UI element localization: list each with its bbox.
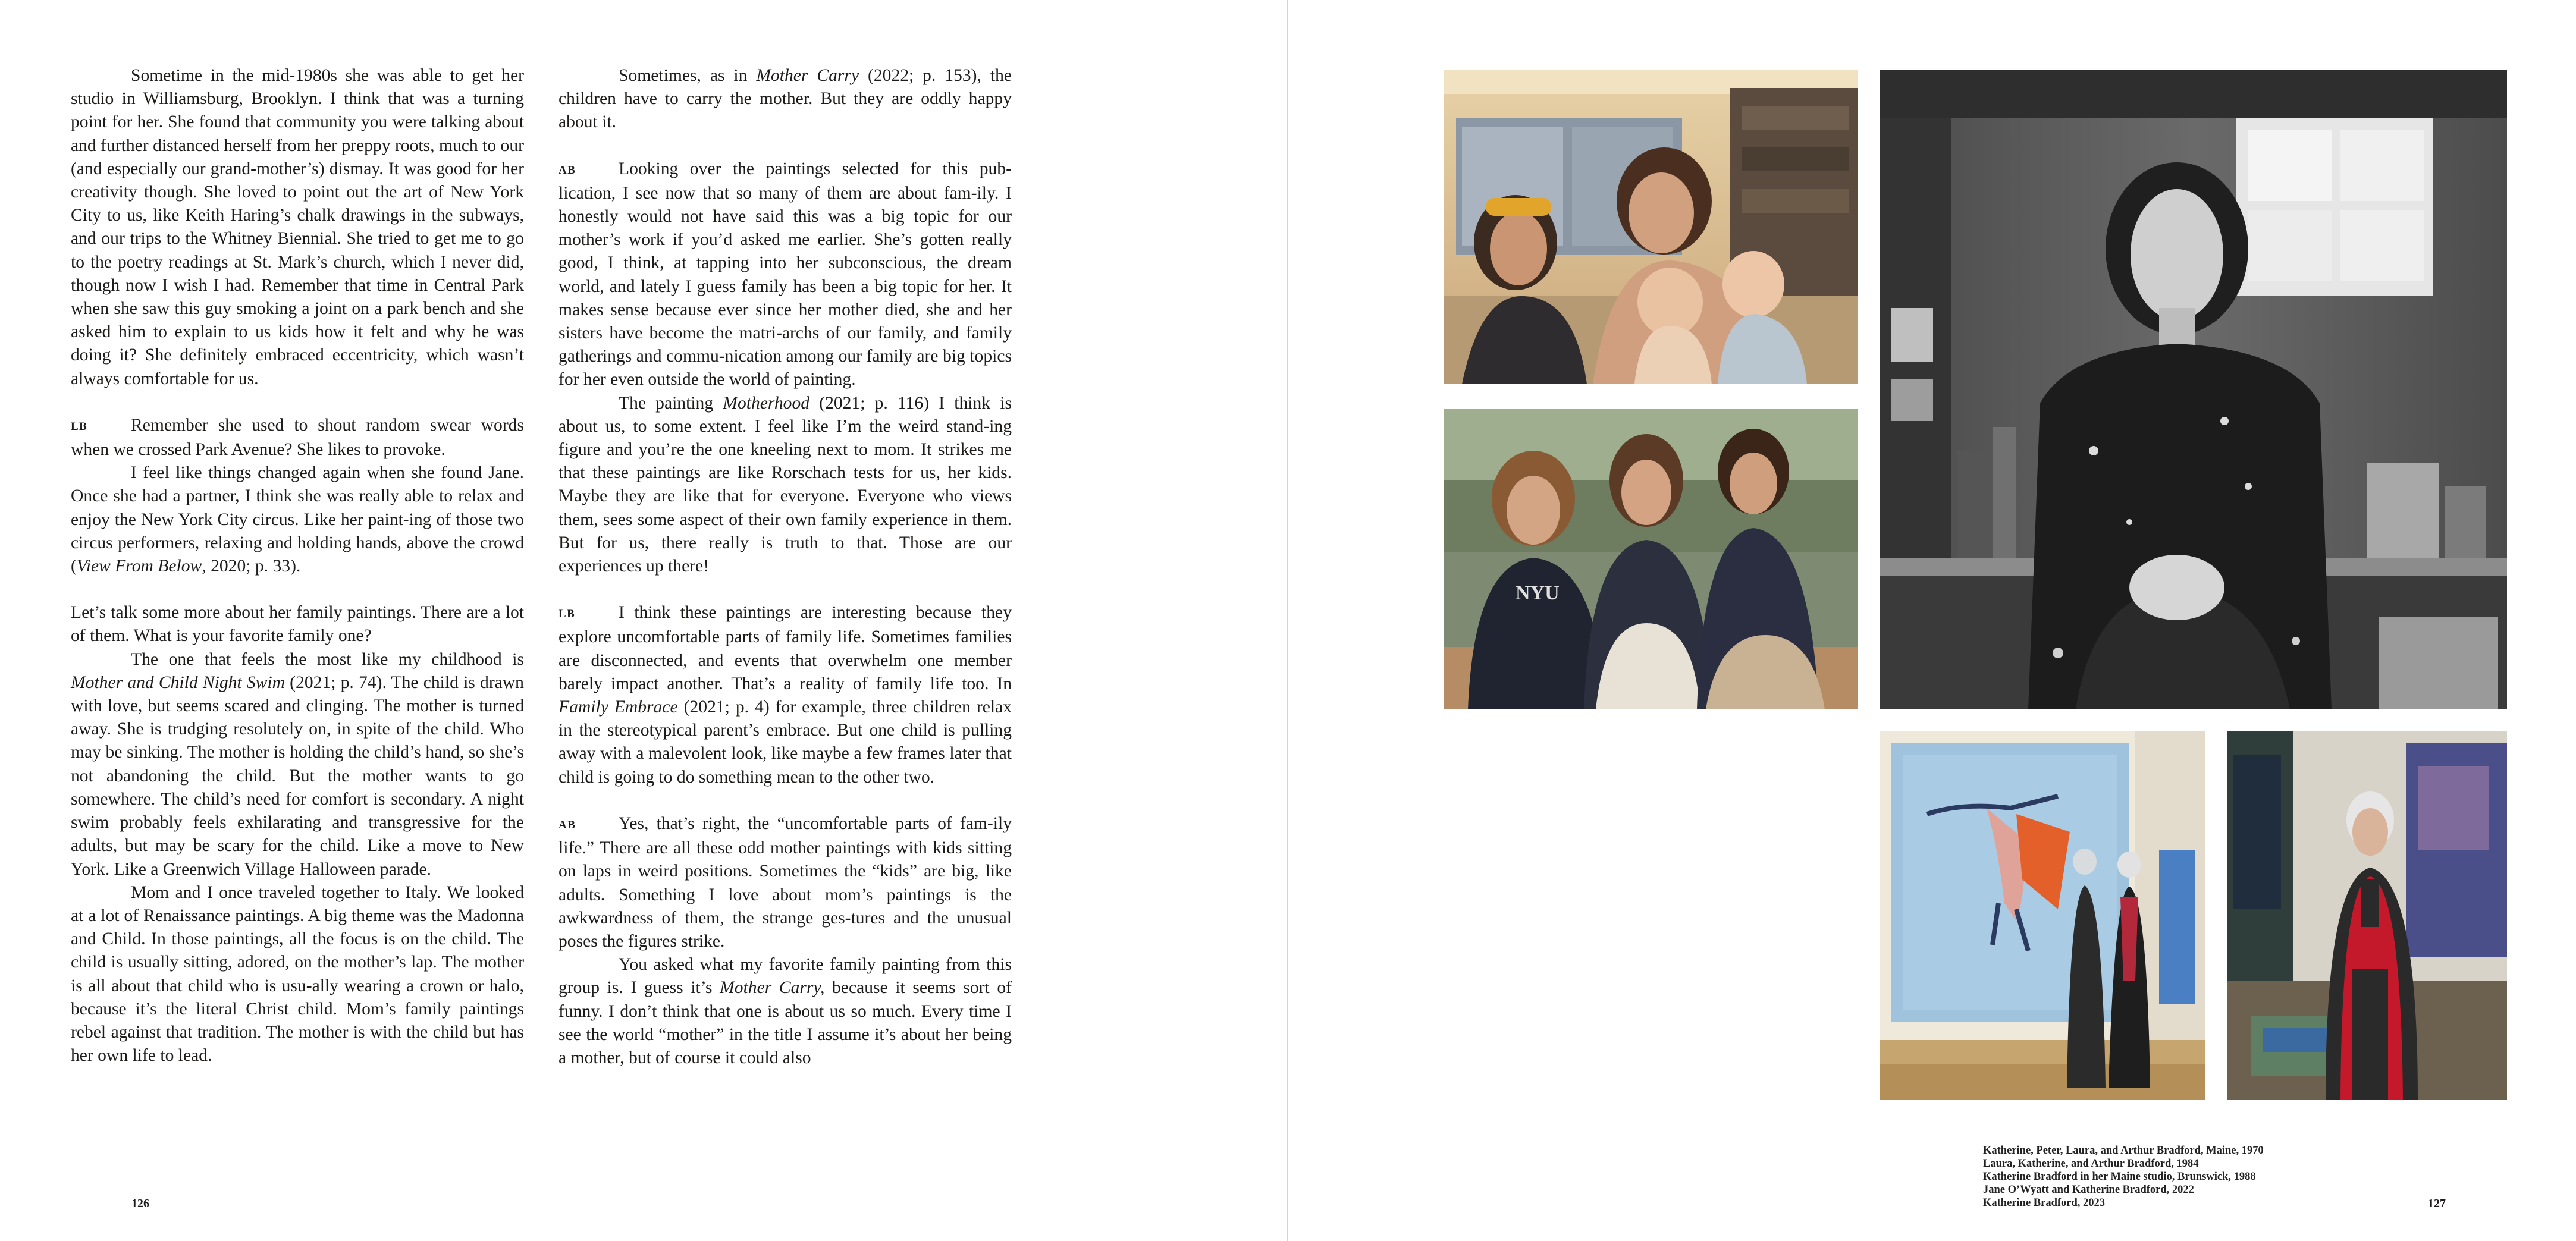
speaker-initials: AB	[559, 164, 576, 177]
paragraph-text: Yes, that’s right, the “uncomfortable parts of fam-ily life.” There are all these odd mother paintings with kids sitting on laps in weird positions. Sometimes the “kids” are big, like adults. Something I love about mom’s paintings is the awkwardness of them, the strange ges-tures and the unusual poses the figures strike.	[559, 813, 1012, 951]
text-column-2	[559, 64, 1012, 1070]
svg-text:NYU: NYU	[1516, 582, 1560, 604]
caption-4: Jane O’Wyatt and Katherine Bradford, 2022	[1983, 1184, 2194, 1196]
caption-1: Katherine, Peter, Laura, and Arthur Bradford, Maine, 1970	[1983, 1145, 2264, 1157]
photo-studio-1988	[1880, 70, 2507, 709]
paragraph-text: The painting Motherhood (2021; p. 116) I think is about us, to some extent. I feel like I’m the weird stand-ing figure and you’re the one kneeling next to mom. It strikes me that these paintings are like Rorschach tests for us, her kids. Maybe they are like that for everyone. Everyone who views them, sees some aspect of their own family experience in them. But for us, there really is truth to that. Those are our experiences up there!	[559, 393, 1012, 576]
col1-paragraph	[71, 414, 524, 461]
book-spine	[1287, 0, 1288, 1241]
caption-5: Katherine Bradford, 2023	[1983, 1197, 2106, 1209]
photo-portrait-2023	[2227, 731, 2507, 1100]
photo-siblings-1984	[1444, 409, 1858, 709]
col1-paragraph	[71, 881, 524, 1068]
photo-gallery-2022	[1880, 731, 2205, 1100]
paragraph-text: Looking over the paintings selected for this pub-lication, I see now that so many of them are about fam-ily. I honestly would not have said this was a big topic for our mother’s work if you’d asked me earlier. She’s gotten really good, I think, at tapping into her subconscious, the dream world, and lately I guess family has been a big topic for her. It makes sense because ever since her mother died, she and her sisters have become the matri-archs of our family, and family gatherings and commu-nication among our family are big topics for her even outside the world of painting.	[559, 159, 1012, 389]
paragraph-text: The one that feels the most like my childhood is Mother and Child Night Swim (2021; p. 74). The child is drawn with love, but seems scared and clinging. The mother is turned away. She is trudging resolutely on, in spite of the child. Who may be sinking. The mother is holding the child’s hand, so she’s not abandoning the child. But the mother wants to go somewhere. The child’s need for comfort is secondary. A night swim probably feels exhilarating and transgressive for the adults, but may be scary for the child. Like a move to New York. Like a Greenwich Village Halloween parade.	[71, 649, 524, 879]
col2-paragraph	[559, 812, 1012, 953]
col2-paragraph	[559, 601, 1012, 789]
col1-paragraph	[71, 64, 524, 391]
paragraph-text: Let’s talk some more about her family paintings. There are a lot of them. What is your favorite family one?	[71, 603, 524, 646]
col2-paragraph	[559, 953, 1012, 1070]
paragraph-text: Sometimes, as in Mother Carry (2022; p. 153), the children have to carry the mother. But they are oddly happy about it.	[559, 66, 1012, 132]
speaker-initials: AB	[559, 818, 576, 831]
caption-3: Katherine Bradford in her Maine studio, Brunswick, 1988	[1983, 1171, 2256, 1183]
col2-paragraph	[559, 158, 1012, 392]
paragraph-text: Sometime in the mid-1980s she was able to get her studio in Williamsburg, Brooklyn. I think that was a turning point for her. She found that community you were talking about and further distanced herself from her preppy roots, much to our (and especially our grand-mother’s) dismay. It was good for her creativity though. She loved to point out the art of New York City to us, like Keith Haring’s chalk drawings in the subways, and our trips to the Whitney Biennial. She tried to get me to go to the poetry readings at St. Mark’s church, which I never did, though now I wish I had. Remember that time in Central Park when she saw this guy smoking a joint on a park bench and she asked him to explain to us kids how it felt and why he was doing it? She definitely embraced eccentricity, which wasn’t always comfortable for us.	[71, 66, 524, 388]
speaker-initials: LB	[71, 420, 88, 433]
paragraph-text: Remember she used to shout random swear words when we crossed Park Avenue? She likes to provoke.	[71, 415, 524, 460]
paragraph-text: I think these paintings are interesting because they explore uncomfortable parts of family life. Sometimes families are disconnected, and events that overwhelm one member barely impact another. That’s a reality of family life too. In Family Embrace (2021; p. 4) for example, three children relax in the stereotypical parent’s embrace. But one child is pulling away with a malevolent look, like maybe a few frames later that child is going to do something mean to the other two.	[559, 603, 1012, 787]
photo-captions	[1983, 1144, 2264, 1209]
page-number-left: 126	[131, 1197, 149, 1210]
paragraph-text: Mom and I once traveled together to Italy. We looked at a lot of Renaissance paintings. A big theme was the Madonna and Child. In those paintings, all the focus is on the child. The child is usually sitting, adored, on the mother’s lap. The mother is all about that child who is usu-ally wearing a crown or halo, because it’s the literal Christ child. Mom’s family paintings rebel against that tradition. The mother is with the child but has her own life to lead.	[71, 882, 524, 1066]
col1-paragraph	[71, 601, 524, 648]
col1-paragraph	[71, 648, 524, 881]
col2-paragraph	[559, 64, 1012, 134]
paragraph-text: You asked what my favorite family painting from this group is. I guess it’s Mother Carry, because it seems sort of funny. I don’t think that one is about us so much. Every time I see the world “mother” in the title I assume it’s about her being a mother, but of course it could also	[559, 955, 1012, 1067]
col2-paragraph	[559, 392, 1012, 579]
photo-family-1970	[1444, 70, 1858, 384]
text-column-1	[71, 64, 524, 1067]
caption-2: Laura, Katherine, and Arthur Bradford, 1984	[1983, 1158, 2199, 1170]
speaker-initials: LB	[559, 608, 576, 621]
paragraph-text: I feel like things changed again when she found Jane. Once she had a partner, I think she was really able to relax and enjoy the New York City circus. Like her paint-ing of those two circus performers, relaxing and holding hands, above the crowd (View From Below, 2020; p. 33).	[71, 463, 524, 576]
page-number-right: 127	[2428, 1197, 2446, 1210]
col1-paragraph	[71, 461, 524, 578]
